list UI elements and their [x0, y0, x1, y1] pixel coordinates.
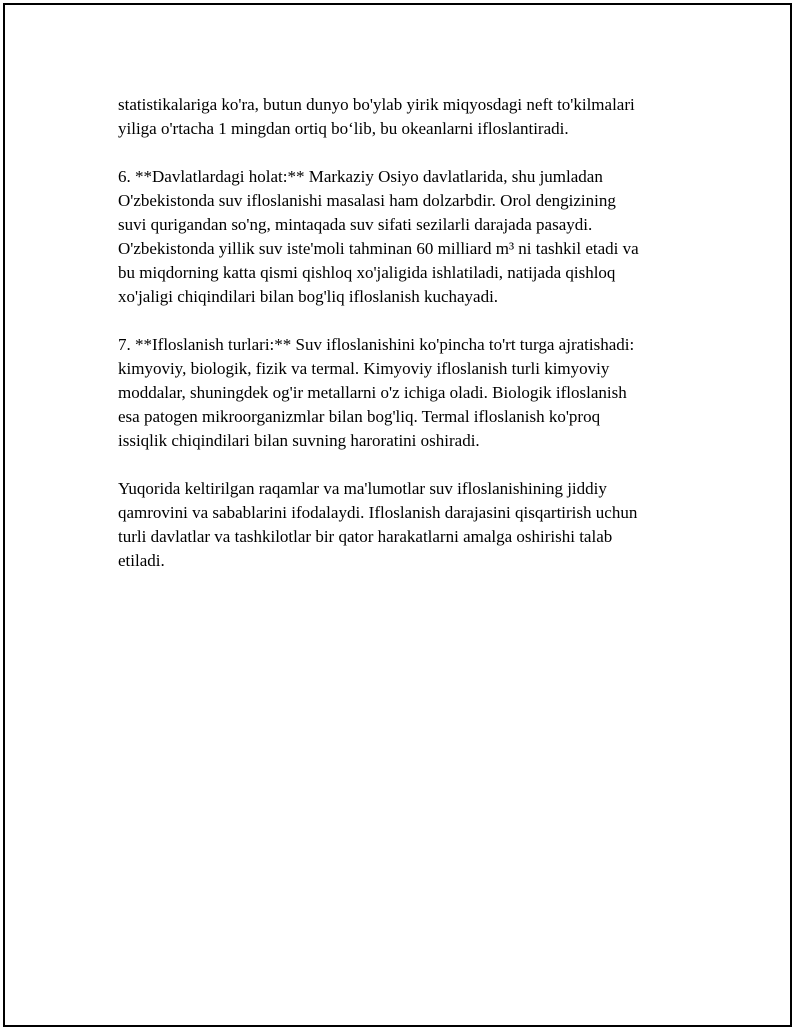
text-line: kimyoviy, biologik, fizik va termal. Kimyoviy ifloslanish turli kimyoviy: [118, 359, 610, 378]
text-line: xo'jaligi chiqindilari bilan bog'liq ifloslanish kuchayadi.: [118, 287, 499, 306]
text-line: suvi qurigandan so'ng, mintaqada suv sifati sezilarli darajada pasaydi.: [118, 215, 593, 234]
paragraph-item-6: [118, 165, 698, 309]
text-line: O'zbekistonda yillik suv iste'moli tahminan 60 milliard m³ ni tashkil etadi va: [118, 239, 639, 258]
text-line: yiliga o'rtacha 1 mingdan ortiq bo‘lib, bu okeanlarni ifloslantiradi.: [118, 119, 569, 138]
text-line: etiladi.: [118, 551, 165, 570]
text-line: 6. **Davlatlardagi holat:** Markaziy Osiyo davlatlarida, shu jumladan: [118, 167, 603, 186]
text-line: bu miqdorning katta qismi qishloq xo'jaligida ishlatiladi, natijada qishloq: [118, 263, 616, 282]
paragraph-continuation: [118, 93, 698, 141]
text-line: statistikalariga ko'ra, butun dunyo bo'ylab yirik miqyosdagi neft to'kilmalari: [118, 95, 635, 114]
text-line: O'zbekistonda suv ifloslanishi masalasi ham dolzarbdir. Orol dengizining: [118, 191, 616, 210]
document-body: [118, 93, 698, 597]
text-line: issiqlik chiqindilari bilan suvning haroratini oshiradi.: [118, 431, 480, 450]
text-line: esa patogen mikroorganizmlar bilan bog'liq. Termal ifloslanish ko'proq: [118, 407, 601, 426]
text-line: 7. **Ifloslanish turlari:** Suv ifloslanishini ko'pincha to'rt turga ajratishadi:: [118, 335, 635, 354]
text-line: turli davlatlar va tashkilotlar bir qator harakatlarni amalga oshirishi talab: [118, 527, 613, 546]
text-line: moddalar, shuningdek og'ir metallarni o'z ichiga oladi. Biologik ifloslanish: [118, 383, 627, 402]
text-line: qamrovini va sabablarini ifodalaydi. Ifloslanish darajasini qisqartirish uchun: [118, 503, 638, 522]
text-line: Yuqorida keltirilgan raqamlar va ma'lumotlar suv ifloslanishining jiddiy: [118, 479, 607, 498]
paragraph-conclusion: [118, 477, 698, 573]
paragraph-item-7: [118, 333, 698, 453]
